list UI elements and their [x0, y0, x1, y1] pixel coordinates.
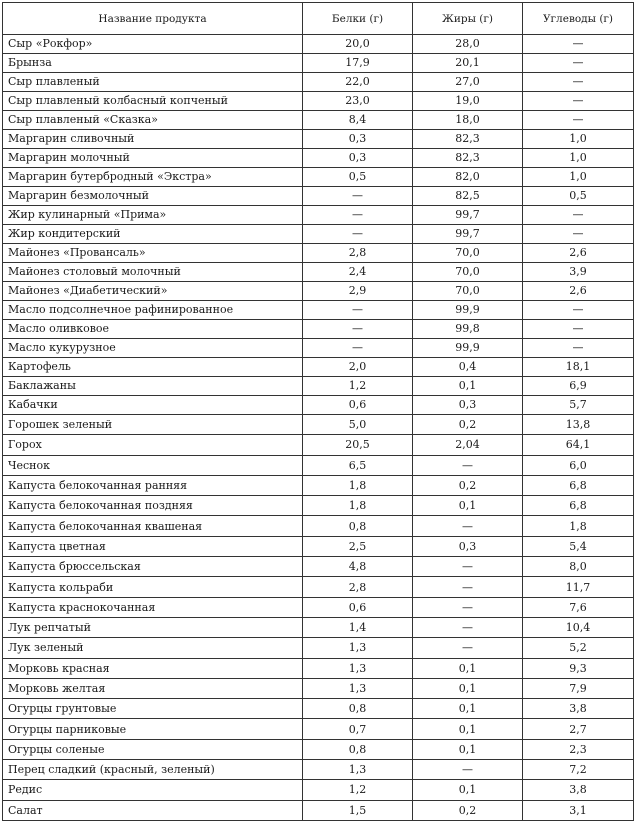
table-row [3, 320, 634, 339]
cell-protein: — [303, 301, 413, 320]
table-row [3, 415, 634, 435]
cell-carbs: 13,8 [523, 415, 634, 435]
cell-product-name: Капуста белокочанная ранняя [3, 475, 303, 495]
cell-fat: 0,1 [413, 377, 523, 396]
cell-carbs: 6,8 [523, 475, 634, 495]
cell-product-name: Маргарин безмолочный [3, 187, 303, 206]
cell-protein: 23,0 [303, 92, 413, 111]
cell-product-name: Картофель [3, 358, 303, 377]
cell-protein: — [303, 187, 413, 206]
table-row [3, 149, 634, 168]
cell-carbs: 1,0 [523, 168, 634, 187]
cell-carbs: 3,8 [523, 780, 634, 800]
cell-fat: 82,0 [413, 168, 523, 187]
cell-product-name: Лук репчатый [3, 617, 303, 637]
cell-protein: — [303, 320, 413, 339]
cell-fat: — [413, 760, 523, 780]
table-row [3, 617, 634, 637]
cell-product-name: Сыр плавленый колбасный копченый [3, 92, 303, 111]
cell-protein: 0,8 [303, 739, 413, 759]
table-row [3, 282, 634, 301]
cell-carbs: 2,3 [523, 739, 634, 759]
cell-protein: 0,7 [303, 719, 413, 739]
cell-carbs: 1,0 [523, 149, 634, 168]
header-protein: Белки (г) [303, 3, 413, 35]
cell-product-name: Масло кукурузное [3, 339, 303, 358]
table-row [3, 719, 634, 739]
table-row [3, 168, 634, 187]
cell-protein: 22,0 [303, 73, 413, 92]
cell-carbs: — [523, 225, 634, 244]
table-row [3, 92, 634, 111]
cell-protein: 0,8 [303, 699, 413, 719]
table-body [3, 35, 634, 821]
cell-carbs: 2,6 [523, 244, 634, 263]
cell-protein: 1,8 [303, 496, 413, 516]
cell-carbs: 6,9 [523, 377, 634, 396]
cell-carbs: 7,6 [523, 597, 634, 617]
table-row [3, 130, 634, 149]
cell-carbs: 18,1 [523, 358, 634, 377]
cell-product-name: Огурцы соленые [3, 739, 303, 759]
table-row [3, 699, 634, 719]
cell-fat: 28,0 [413, 35, 523, 54]
cell-fat: — [413, 638, 523, 658]
cell-product-name: Лук зеленый [3, 638, 303, 658]
table-row [3, 800, 634, 820]
cell-fat: 99,9 [413, 339, 523, 358]
cell-product-name: Чеснок [3, 455, 303, 475]
cell-carbs: 3,9 [523, 263, 634, 282]
table-row [3, 678, 634, 698]
cell-fat: 18,0 [413, 111, 523, 130]
cell-protein: 0,3 [303, 149, 413, 168]
cell-fat: 82,5 [413, 187, 523, 206]
cell-carbs: — [523, 320, 634, 339]
cell-protein: 20,0 [303, 35, 413, 54]
cell-protein: 2,8 [303, 244, 413, 263]
table-row [3, 301, 634, 320]
cell-fat: 19,0 [413, 92, 523, 111]
cell-carbs: — [523, 54, 634, 73]
cell-carbs: 64,1 [523, 435, 634, 455]
table-row [3, 760, 634, 780]
cell-carbs: — [523, 339, 634, 358]
cell-product-name: Жир кондитерский [3, 225, 303, 244]
cell-protein: 0,5 [303, 168, 413, 187]
cell-product-name: Морковь красная [3, 658, 303, 678]
table-row [3, 244, 634, 263]
cell-carbs: 7,2 [523, 760, 634, 780]
cell-protein: 4,8 [303, 557, 413, 577]
cell-carbs: 6,0 [523, 455, 634, 475]
cell-protein: — [303, 225, 413, 244]
cell-protein: 20,5 [303, 435, 413, 455]
table-row [3, 435, 634, 455]
cell-protein: 2,8 [303, 577, 413, 597]
cell-carbs: 0,5 [523, 187, 634, 206]
cell-protein: 8,4 [303, 111, 413, 130]
table-row [3, 780, 634, 800]
cell-fat: 0,1 [413, 658, 523, 678]
cell-carbs: 1,0 [523, 130, 634, 149]
cell-fat: 0,2 [413, 800, 523, 820]
cell-protein: — [303, 339, 413, 358]
cell-fat: — [413, 597, 523, 617]
cell-carbs: 10,4 [523, 617, 634, 637]
table-row [3, 377, 634, 396]
cell-carbs: 9,3 [523, 658, 634, 678]
cell-protein: 2,4 [303, 263, 413, 282]
cell-product-name: Горох [3, 435, 303, 455]
table-row [3, 516, 634, 536]
cell-product-name: Маргарин бутербродный «Экстра» [3, 168, 303, 187]
cell-product-name: Капуста кольраби [3, 577, 303, 597]
cell-product-name: Сыр «Рокфор» [3, 35, 303, 54]
cell-fat: 0,1 [413, 678, 523, 698]
cell-carbs: 2,7 [523, 719, 634, 739]
cell-product-name: Горошек зеленый [3, 415, 303, 435]
cell-fat: 70,0 [413, 263, 523, 282]
cell-fat: — [413, 617, 523, 637]
cell-fat: 99,8 [413, 320, 523, 339]
table-row [3, 358, 634, 377]
cell-product-name: Капуста цветная [3, 536, 303, 556]
cell-product-name: Масло подсолнечное рафинированное [3, 301, 303, 320]
cell-carbs: 8,0 [523, 557, 634, 577]
cell-fat: — [413, 455, 523, 475]
cell-protein: 2,5 [303, 536, 413, 556]
cell-product-name: Майонез «Провансаль» [3, 244, 303, 263]
cell-protein: 6,5 [303, 455, 413, 475]
cell-fat: 20,1 [413, 54, 523, 73]
cell-fat: — [413, 577, 523, 597]
cell-fat: 70,0 [413, 244, 523, 263]
table-row [3, 396, 634, 415]
cell-fat: — [413, 516, 523, 536]
table-row [3, 496, 634, 516]
cell-carbs: 5,2 [523, 638, 634, 658]
cell-carbs: — [523, 206, 634, 225]
cell-fat: 82,3 [413, 130, 523, 149]
cell-product-name: Майонез «Диабетический» [3, 282, 303, 301]
cell-protein: 0,6 [303, 597, 413, 617]
cell-product-name: Салат [3, 800, 303, 820]
cell-carbs: — [523, 301, 634, 320]
cell-protein: 1,8 [303, 475, 413, 495]
table-row [3, 35, 634, 54]
cell-fat: 0,4 [413, 358, 523, 377]
cell-product-name: Перец сладкий (красный, зеленый) [3, 760, 303, 780]
cell-fat: 99,9 [413, 301, 523, 320]
cell-protein: 1,3 [303, 658, 413, 678]
cell-product-name: Капуста краснокочанная [3, 597, 303, 617]
cell-carbs: 1,8 [523, 516, 634, 536]
cell-fat: 0,1 [413, 739, 523, 759]
nutrition-table [2, 2, 634, 821]
header-fat: Жиры (г) [413, 3, 523, 35]
cell-carbs: 11,7 [523, 577, 634, 597]
cell-product-name: Кабачки [3, 396, 303, 415]
table-row [3, 225, 634, 244]
table-row [3, 597, 634, 617]
cell-product-name: Морковь желтая [3, 678, 303, 698]
table-header-row [3, 3, 634, 35]
cell-protein: 1,5 [303, 800, 413, 820]
table-row [3, 111, 634, 130]
cell-product-name: Майонез столовый молочный [3, 263, 303, 282]
cell-protein: 1,3 [303, 638, 413, 658]
cell-protein: 17,9 [303, 54, 413, 73]
cell-fat: 0,2 [413, 475, 523, 495]
cell-carbs: 5,4 [523, 536, 634, 556]
cell-protein: 0,8 [303, 516, 413, 536]
table-row [3, 739, 634, 759]
table-row [3, 638, 634, 658]
cell-product-name: Маргарин сливочный [3, 130, 303, 149]
cell-protein: 2,9 [303, 282, 413, 301]
cell-product-name: Редис [3, 780, 303, 800]
cell-fat: 82,3 [413, 149, 523, 168]
cell-product-name: Брынза [3, 54, 303, 73]
cell-fat: 0,2 [413, 415, 523, 435]
cell-protein: — [303, 206, 413, 225]
cell-carbs: 5,7 [523, 396, 634, 415]
cell-fat: 0,3 [413, 536, 523, 556]
cell-protein: 0,3 [303, 130, 413, 149]
table-row [3, 339, 634, 358]
cell-carbs: 6,8 [523, 496, 634, 516]
cell-product-name: Маргарин молочный [3, 149, 303, 168]
header-carbs: Углеводы (г) [523, 3, 634, 35]
cell-carbs: 2,6 [523, 282, 634, 301]
table-row [3, 536, 634, 556]
cell-fat: 99,7 [413, 206, 523, 225]
cell-protein: 0,6 [303, 396, 413, 415]
cell-fat: 0,3 [413, 396, 523, 415]
table-row [3, 263, 634, 282]
cell-fat: 99,7 [413, 225, 523, 244]
cell-fat: 0,1 [413, 699, 523, 719]
cell-protein: 1,2 [303, 780, 413, 800]
cell-fat: 70,0 [413, 282, 523, 301]
cell-protein: 1,4 [303, 617, 413, 637]
cell-product-name: Сыр плавленый «Сказка» [3, 111, 303, 130]
cell-fat: 0,1 [413, 719, 523, 739]
table-row [3, 187, 634, 206]
cell-product-name: Капуста белокочанная поздняя [3, 496, 303, 516]
cell-carbs: 3,1 [523, 800, 634, 820]
cell-carbs: — [523, 92, 634, 111]
cell-fat: 2,04 [413, 435, 523, 455]
table-row [3, 206, 634, 225]
cell-carbs: — [523, 73, 634, 92]
cell-product-name: Сыр плавленый [3, 73, 303, 92]
table-row [3, 577, 634, 597]
cell-carbs: 3,8 [523, 699, 634, 719]
cell-fat: 0,1 [413, 496, 523, 516]
cell-product-name: Жир кулинарный «Прима» [3, 206, 303, 225]
cell-protein: 5,0 [303, 415, 413, 435]
cell-product-name: Огурцы парниковые [3, 719, 303, 739]
cell-fat: — [413, 557, 523, 577]
cell-carbs: — [523, 35, 634, 54]
cell-carbs: 7,9 [523, 678, 634, 698]
table-row [3, 455, 634, 475]
cell-product-name: Баклажаны [3, 377, 303, 396]
table-row [3, 73, 634, 92]
table-row [3, 54, 634, 73]
cell-product-name: Капуста белокочанная квашеная [3, 516, 303, 536]
header-product-name: Название продукта [3, 3, 303, 35]
table-row [3, 475, 634, 495]
cell-protein: 1,3 [303, 760, 413, 780]
cell-product-name: Масло оливковое [3, 320, 303, 339]
cell-product-name: Капуста брюссельская [3, 557, 303, 577]
cell-product-name: Огурцы грунтовые [3, 699, 303, 719]
table-row [3, 557, 634, 577]
cell-carbs: — [523, 111, 634, 130]
table-row [3, 658, 634, 678]
cell-protein: 2,0 [303, 358, 413, 377]
cell-fat: 0,1 [413, 780, 523, 800]
cell-fat: 27,0 [413, 73, 523, 92]
cell-protein: 1,3 [303, 678, 413, 698]
cell-protein: 1,2 [303, 377, 413, 396]
